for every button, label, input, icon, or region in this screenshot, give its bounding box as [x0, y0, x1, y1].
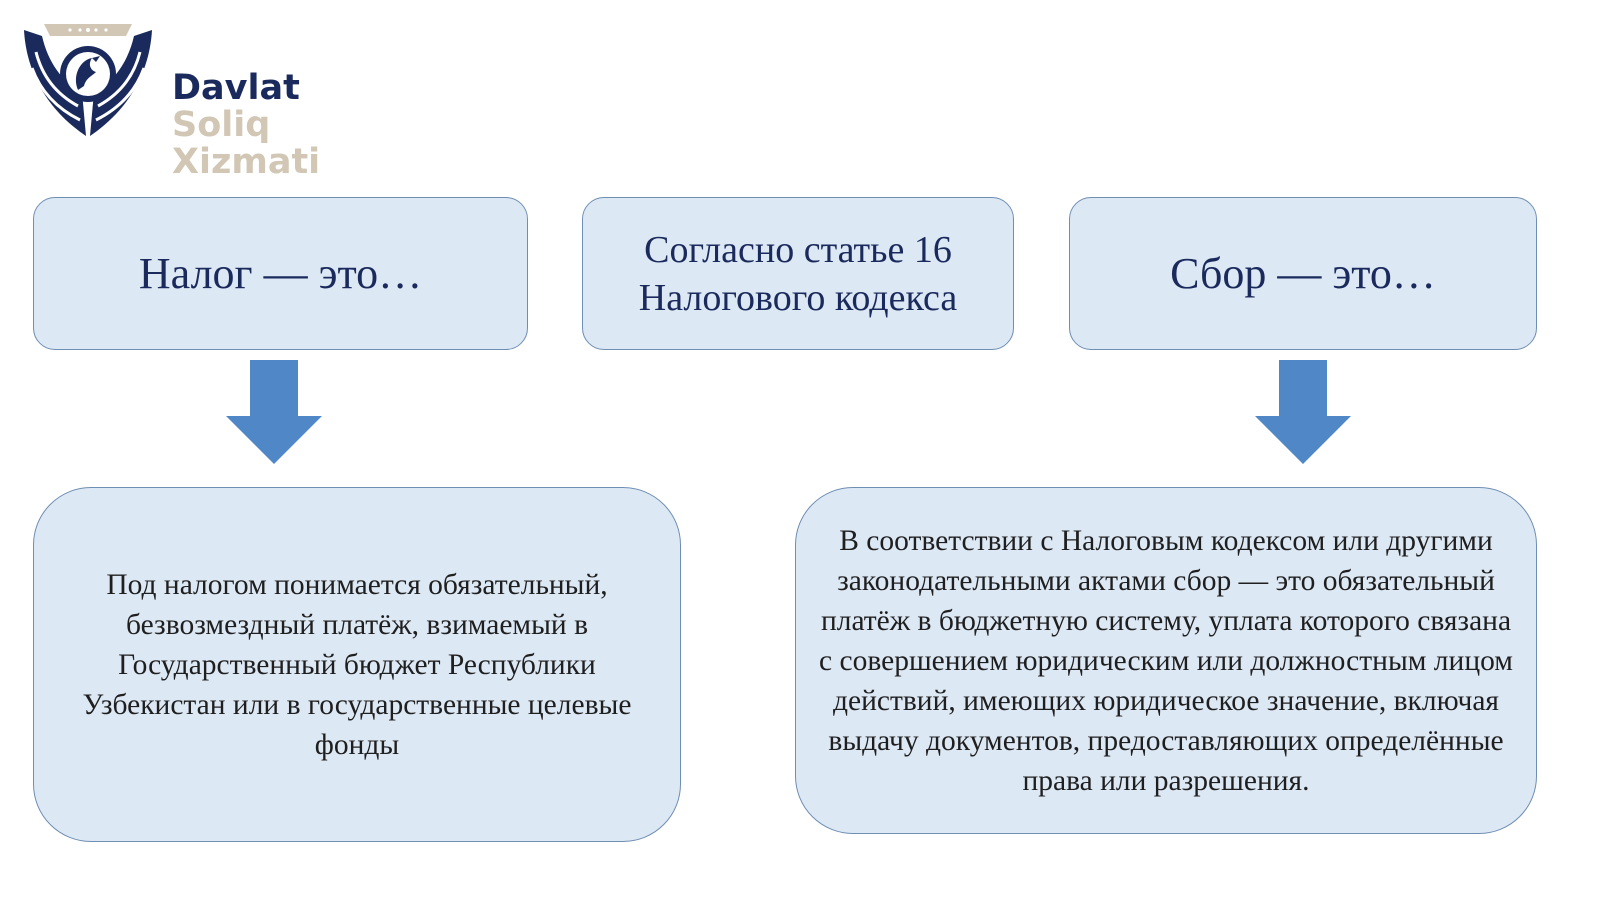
tax-heading-text: Налог — это…	[138, 249, 423, 298]
fee-heading-text: Сбор — это…	[1170, 249, 1436, 298]
logo-wordmark	[172, 70, 320, 181]
eagle-emblem-icon	[22, 22, 154, 140]
logo-word-soliq: Soliq	[172, 105, 271, 145]
tax-definition-box	[33, 487, 681, 842]
tax-definition-text: Под налогом понимается обязательный, безвозмездный платёж, взимаемый в Государственный бюджет Республики Узбекистан или в государственные целевые фонды	[82, 568, 632, 761]
fee-definition-text: В соответствии с Налоговым кодексом или другими законодательными актами сбор — это обязательный платёж в бюджетную систему, уплата которого связана с совершением юридическим или должностным лицом действий, имеющих юридическое значение, включая выдачу документов, предоставляющих определённые права или разрешения.	[819, 524, 1513, 797]
article-reference-text: Согласно статье 16 Налогового кодекса	[638, 228, 958, 319]
fee-definition-box	[795, 487, 1537, 834]
logo	[22, 22, 322, 182]
article-reference-box	[582, 197, 1014, 350]
tax-heading-box	[33, 197, 528, 350]
logo-word-xizmati: Xizmati	[172, 142, 321, 182]
logo-word-davlat: Davlat	[172, 68, 300, 108]
down-arrow-icon	[1255, 360, 1351, 464]
fee-heading-box	[1069, 197, 1537, 350]
down-arrow-icon	[226, 360, 322, 464]
